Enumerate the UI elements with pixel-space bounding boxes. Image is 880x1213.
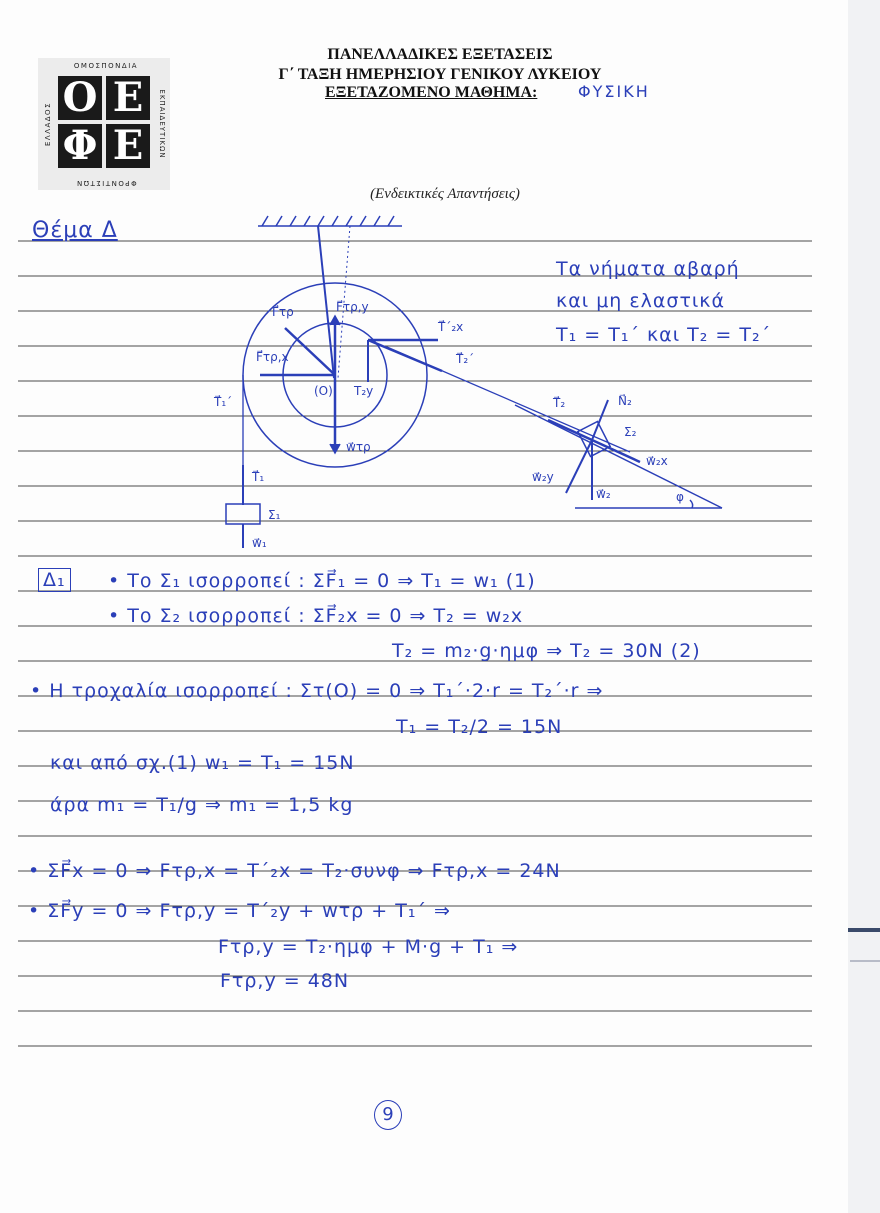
label-origin: (O)	[314, 384, 333, 398]
diagram-note-line2: και μη ελαστικά	[556, 290, 726, 312]
label-t2x: T⃗΄₂x	[438, 320, 464, 334]
solution-line-2: • Το Σ₂ ισορροπεί : ΣF⃗₂x = 0 ⇒ T₂ = w₂x	[108, 605, 524, 627]
d1-tag: Δ₁	[38, 568, 71, 592]
logo-letter-e2: Ε	[106, 124, 150, 168]
solution-line-10: Fτρ,y = T₂·ημφ + M·g + T₁ ⇒	[218, 936, 519, 958]
header-line2: Γ΄ ΤΑΞΗ ΗΜΕΡΗΣΙΟΥ ΓΕΝΙΚΟΥ ΛΥΚΕΙΟΥ	[278, 66, 602, 83]
header-line1: ΠΑΝΕΛΛΑΔΙΚΕΣ ΕΞΕΤΑΣΕΙΣ	[327, 46, 553, 63]
logo-letter-phi: Φ	[58, 124, 102, 168]
subject-label: ΕΞΕΤΑΖΟΜΕΝΟ ΜΑΘΗΜΑ:	[325, 84, 538, 101]
solution-line-1: • Το Σ₁ ισορροπεί : ΣF⃗₁ = 0 ⇒ T₁ = w₁ (1)	[108, 570, 536, 592]
label-t1-prime: T⃗₁΄	[214, 395, 233, 409]
answers-note: (Ενδεικτικές Απαντήσεις)	[370, 186, 520, 202]
solution-line-6: και από σχ.(1) w₁ = T₁ = 15N	[50, 752, 355, 774]
label-sigma1: Σ₁	[268, 508, 281, 522]
label-t1: T⃗₁	[252, 470, 265, 484]
logo-ring-right: ΕΚΠΑΙΔΕΥΤΙΚΩΝ	[158, 89, 166, 159]
logo-letter-o: Ο	[58, 76, 102, 120]
label-phi: φ	[676, 490, 684, 504]
page-number: 9	[374, 1100, 402, 1130]
label-w2x: w⃗₂x	[646, 454, 668, 468]
diagram-note-line1: Τα νήματα αβαρή	[556, 258, 740, 280]
solution-line-4: • Η τροχαλία ισορροπεί : Στ(O) = 0 ⇒ T₁΄·2·r = T₂΄·r ⇒	[30, 680, 604, 702]
solution-line-5: T₁ = T₂/2 = 15N	[396, 716, 563, 738]
solution-line-3: T₂ = m₂·g·ημφ ⇒ T₂ = 30N (2)	[392, 640, 701, 662]
subject-value: ΦΥΣΙΚΗ	[578, 82, 650, 101]
label-w-tr: w⃗τρ	[346, 440, 371, 454]
solution-line-9: • ΣF⃗y = 0 ⇒ Fτρ,y = T΄₂y + wτρ + T₁΄ ⇒	[28, 900, 451, 922]
label-t2-prime: T⃗₂΄	[456, 352, 475, 366]
label-w1: w⃗₁	[252, 536, 267, 550]
logo-letter-e: Ε	[106, 76, 150, 120]
label-f-tr-x: F⃗τρ,x	[256, 350, 289, 364]
logo-ring-top: ΟΜΟΣΠΟΝΔΙΑ	[73, 62, 139, 70]
label-n2: N⃗₂	[618, 394, 632, 408]
label-w2y: w⃗₂y	[532, 470, 554, 484]
solution-line-11: Fτρ,y = 48N	[220, 970, 350, 992]
label-t2: T⃗₂	[553, 396, 566, 410]
label-sigma2: Σ₂	[624, 425, 637, 439]
solution-line-7: άρα m₁ = T₁/g ⇒ m₁ = 1,5 kg	[50, 794, 354, 816]
diagram-note-line3: T₁ = T₁΄ και T₂ = T₂΄	[556, 324, 772, 346]
section-title: Θέμα Δ	[32, 218, 118, 243]
label-f-tr: F⃗τρ	[272, 305, 294, 319]
logo-ring-left: ΕΛΛΑΔΟΣ	[44, 102, 52, 147]
logo-ring-bottom: ΦΡΟΝΤΙΣΤΩΝ	[75, 179, 137, 187]
label-f-tr-y: F⃗τρ,y	[336, 300, 369, 314]
solution-line-8: • ΣF⃗x = 0 ⇒ Fτρ,x = T΄₂x = T₂·συνφ ⇒ Fτρ,x = 24N	[28, 860, 561, 882]
label-w2: w⃗₂	[596, 487, 611, 501]
label-t2y: T₂y	[354, 384, 374, 398]
